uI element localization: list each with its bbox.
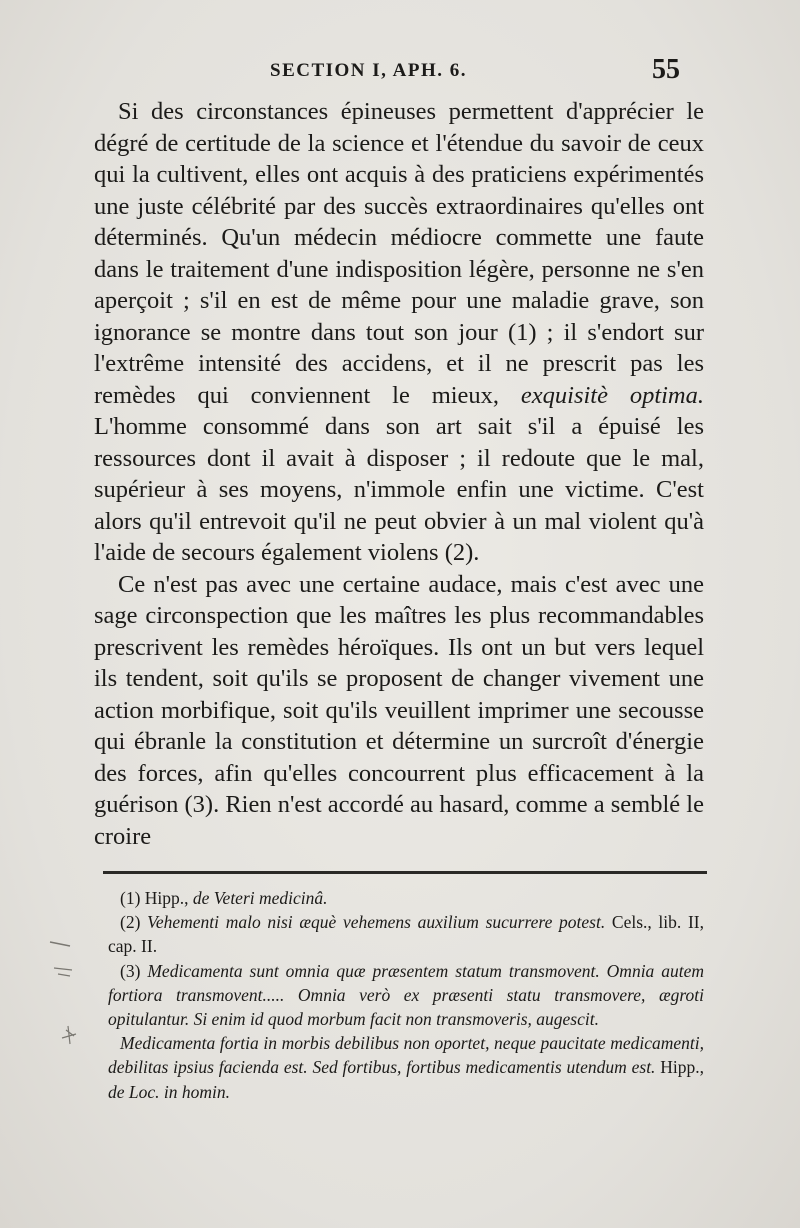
footnote-3b-rest: Hipp., — [660, 1057, 705, 1078]
paragraph-2-text: Ce n'est pas avec une certaine audace, mais c'est avec une sage circonspection que les maîtres les plus recommandables prescrivent les remèdes héroïques. Ils ont un but vers lequel ils tendent, soit qu'ils se proposent de changer vivement une action morbifique, soit qu'ils veuillent imprimer une secousse qui ébranle la constitution et détermine un surcroît d'énergie des forces, afin qu'elles concourrent plus efficacement à la guérison (3). Rien n'est accordé au hasard, comme a semblé le croire — [94, 570, 704, 850]
footnote-3b-italic: Medicamenta fortia in morbis debilibus non oportet, neque paucitate medicamenti, debilitas ipsius facienda est. Sed fortibus, fortibus medicamentis utendum est. — [108, 1033, 704, 1078]
footnote-3b-italic-end: de Loc. in homin. — [108, 1081, 231, 1102]
footnote-rule — [103, 871, 707, 874]
stain-marks-icon — [48, 940, 88, 1060]
page-number: 55 — [652, 54, 680, 85]
running-head: SECTION I, APH. 6. — [270, 60, 467, 81]
margin-stains — [48, 940, 88, 1060]
footnote-3-mark: (3) — [120, 960, 141, 981]
paragraph-1-end: L'homme consommé dans son art sait s'il a épuisé les ressources dont il avait à disposer ; il redoute que le mal, supérieur à ses moyens, n'immole enfin une victime. C'est alors qu'il entrevoit qu'il ne peut obvier à un mal violent qu'à l'aide de secours également violens (2). — [94, 413, 704, 566]
paragraph-1-text: Si des circonstances épineuses permettent d'apprécier le dégré de certitude de la science et l'étendue du savoir de ceux qui la cultivent, elles ont acquis à des praticiens expérimentés une juste célébrité par des succès extraordinaires qu'elles ont déterminés. Qu'un médecin médiocre commette une faute dans le traitement d'une indisposition légère, personne ne s'en aperçoit ; s'il en est de même pour une maladie grave, son ignorance se montre dans tout son jour (1) ; il s'endort sur l'extrême intensité des accidens, et il ne prescrit pas les remèdes qui conviennent le mieux, — [94, 98, 704, 409]
footnote-2-rest: Cels., lib. II, cap. II. — [108, 912, 704, 957]
footnote-2-italic: Vehementi malo nisi æquè vehemens auxilium sucurrere potest. — [147, 912, 606, 933]
footnote-3 — [108, 959, 704, 1032]
footnote-2 — [108, 910, 704, 958]
footnote-1-mark: (1) Hipp., — [120, 888, 189, 908]
main-text — [94, 96, 704, 852]
paragraph-2 — [94, 569, 704, 853]
paragraph-1-italic: exquisitè optima. — [520, 381, 705, 409]
footnote-1-italic: de Veteri medicinâ. — [192, 888, 328, 908]
footnote-3-italic: Medicamenta sunt omnia quæ præsentem statum transmovent. Omnia autem fortiora transmovent..... Omnia verò ex præsenti statu transmovere, ægroti opitulantur. Si enim id quod morbum facit non transmoveris, augescit. — [108, 960, 705, 1030]
footnote-3-continued — [108, 1031, 704, 1104]
page-header — [0, 54, 800, 92]
footnotes — [108, 886, 704, 1104]
paragraph-1 — [94, 96, 704, 569]
footnote-2-mark: (2) — [120, 912, 141, 933]
footnote-1 — [108, 886, 704, 910]
